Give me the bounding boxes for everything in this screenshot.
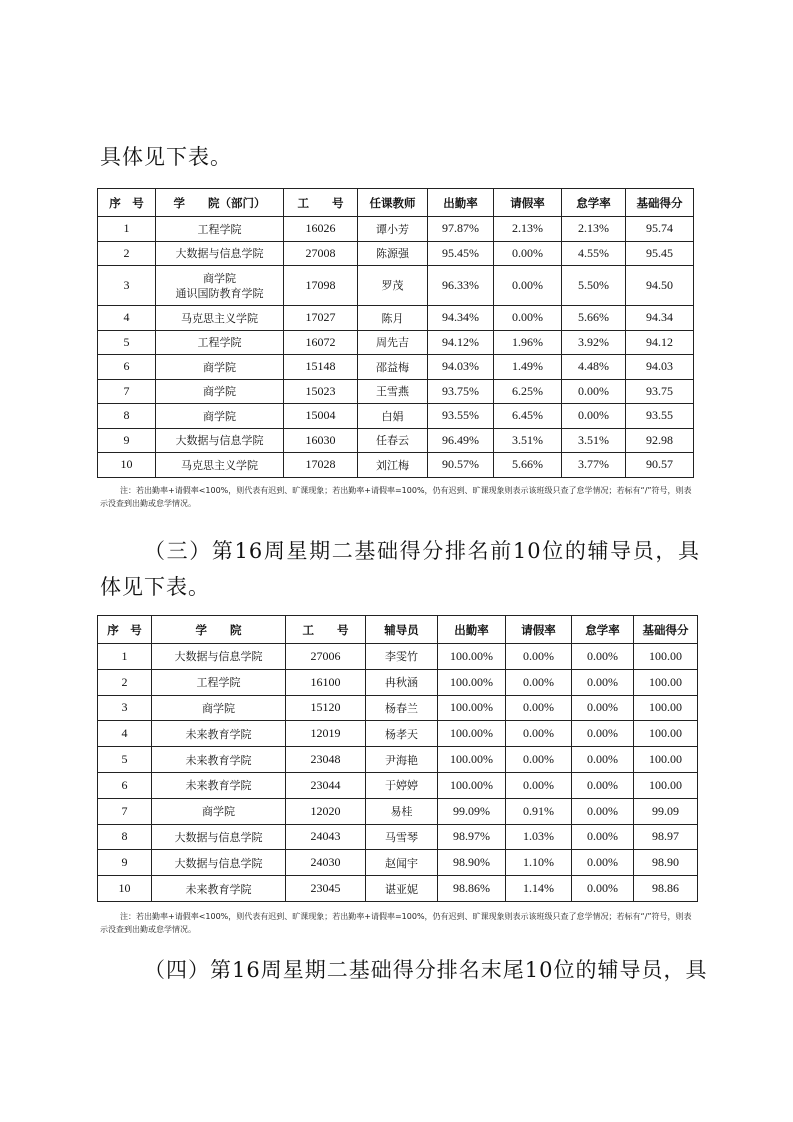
table-row xyxy=(98,217,694,242)
person-name-cell: 杨春兰 xyxy=(366,695,438,721)
college-cell xyxy=(156,217,284,242)
attendance-cell: 98.86% xyxy=(438,876,506,902)
college-cell xyxy=(156,241,284,266)
college-name-line: 商学院 xyxy=(203,385,236,399)
staff-id-cell: 15004 xyxy=(284,404,358,429)
idle-rate-cell: 0.00% xyxy=(572,772,634,798)
attendance-cell: 94.12% xyxy=(428,330,494,355)
row-number: 9 xyxy=(98,428,156,453)
score-cell: 98.97 xyxy=(634,824,698,850)
college-cell xyxy=(156,453,284,478)
table-row xyxy=(98,266,694,306)
leave-rate-cell: 0.00% xyxy=(506,721,572,747)
row-number: 5 xyxy=(98,747,152,773)
college-cell: 工程学院 xyxy=(152,669,286,695)
section3-heading: （三）第16周星期二基础得分排名前10位的辅导员，具体见下表。 xyxy=(100,539,700,599)
staff-id-cell: 15120 xyxy=(286,695,366,721)
score-cell: 94.50 xyxy=(626,266,694,306)
score-cell: 90.57 xyxy=(626,453,694,478)
attendance-cell: 100.00% xyxy=(438,721,506,747)
leave-rate-cell: 0.00% xyxy=(506,669,572,695)
idle-rate-cell: 4.48% xyxy=(562,355,626,380)
column-header-idle: 怠学率 xyxy=(572,616,634,644)
column-header-no: 序 号 xyxy=(98,189,156,217)
column-header-teacher: 任课教师 xyxy=(358,189,428,217)
person-name-cell: 李雯竹 xyxy=(366,644,438,670)
score-cell: 100.00 xyxy=(634,695,698,721)
idle-rate-cell: 0.00% xyxy=(562,379,626,404)
score-cell: 100.00 xyxy=(634,747,698,773)
attendance-cell: 95.45% xyxy=(428,241,494,266)
row-number: 10 xyxy=(98,453,156,478)
counselor-table-body xyxy=(98,644,698,902)
column-header-leave: 请假率 xyxy=(494,189,562,217)
person-name-cell: 谭小芳 xyxy=(358,217,428,242)
college-name-line: 通识国防教育学院 xyxy=(175,286,264,300)
attendance-cell: 100.00% xyxy=(438,695,506,721)
score-cell: 94.03 xyxy=(626,355,694,380)
attendance-cell: 93.75% xyxy=(428,379,494,404)
table-row xyxy=(98,747,698,773)
person-name-cell: 周先吉 xyxy=(358,330,428,355)
college-name-line: 大数据与信息学院 xyxy=(175,247,264,261)
score-cell: 100.00 xyxy=(634,721,698,747)
column-header-attendance: 出勤率 xyxy=(428,189,494,217)
college-name-line: 商学院 xyxy=(203,271,236,285)
table-header-row xyxy=(98,189,694,217)
table1-note: 注：若出勤率+请假率<100%，则代表有迟到、旷课现象；若出勤率+请假率=100%，仍有迟到、旷课现象则表示该班级只查了怠学情况；若标有“/”符号，则表示没查到出勤或怠学情况。 xyxy=(100,486,692,508)
college-cell: 未来教育学院 xyxy=(152,721,286,747)
table-row xyxy=(98,355,694,380)
staff-id-cell: 12020 xyxy=(286,798,366,824)
leave-rate-cell: 0.00% xyxy=(506,772,572,798)
staff-id-cell: 16100 xyxy=(286,669,366,695)
staff-id-cell: 24030 xyxy=(286,850,366,876)
leave-rate-cell: 0.00% xyxy=(506,644,572,670)
table-row xyxy=(98,428,694,453)
row-number: 9 xyxy=(98,850,152,876)
person-name-cell: 易桂 xyxy=(366,798,438,824)
person-name-cell: 赵闻宇 xyxy=(366,850,438,876)
person-name-cell: 任春云 xyxy=(358,428,428,453)
attendance-cell: 98.97% xyxy=(438,824,506,850)
column-header-counselor: 辅导员 xyxy=(366,616,438,644)
staff-id-cell: 17098 xyxy=(284,266,358,306)
score-cell: 98.90 xyxy=(634,850,698,876)
row-number: 10 xyxy=(98,876,152,902)
score-cell: 93.75 xyxy=(626,379,694,404)
leave-rate-cell: 2.13% xyxy=(494,217,562,242)
table-row xyxy=(98,772,698,798)
idle-rate-cell: 0.00% xyxy=(572,850,634,876)
score-cell: 100.00 xyxy=(634,644,698,670)
college-name-line: 马克思主义学院 xyxy=(181,458,258,472)
attendance-cell: 93.55% xyxy=(428,404,494,429)
score-cell: 95.74 xyxy=(626,217,694,242)
staff-id-cell: 17027 xyxy=(284,306,358,331)
column-header-no: 序 号 xyxy=(98,616,152,644)
leave-rate-cell: 0.00% xyxy=(494,306,562,331)
person-name-cell: 冉秋涵 xyxy=(366,669,438,695)
person-name-cell: 马雪琴 xyxy=(366,824,438,850)
attendance-cell: 96.33% xyxy=(428,266,494,306)
idle-rate-cell: 4.55% xyxy=(562,241,626,266)
idle-rate-cell: 5.66% xyxy=(562,306,626,331)
staff-id-cell: 23044 xyxy=(286,772,366,798)
teacher-table-body xyxy=(98,217,694,478)
row-number: 2 xyxy=(98,241,156,266)
row-number: 4 xyxy=(98,721,152,747)
leave-rate-cell: 0.00% xyxy=(506,747,572,773)
idle-rate-cell: 0.00% xyxy=(572,721,634,747)
idle-rate-cell: 5.50% xyxy=(562,266,626,306)
leave-rate-cell: 0.00% xyxy=(494,241,562,266)
row-number: 8 xyxy=(98,824,152,850)
score-cell: 95.45 xyxy=(626,241,694,266)
row-number: 1 xyxy=(98,217,156,242)
score-cell: 94.12 xyxy=(626,330,694,355)
attendance-cell: 100.00% xyxy=(438,644,506,670)
person-name-cell: 罗茂 xyxy=(358,266,428,306)
staff-id-cell: 24043 xyxy=(286,824,366,850)
row-number: 3 xyxy=(98,266,156,306)
column-header-idle: 怠学率 xyxy=(562,189,626,217)
row-number: 8 xyxy=(98,404,156,429)
row-number: 6 xyxy=(98,772,152,798)
college-cell: 未来教育学院 xyxy=(152,876,286,902)
attendance-cell: 94.34% xyxy=(428,306,494,331)
row-number: 6 xyxy=(98,355,156,380)
attendance-cell: 90.57% xyxy=(428,453,494,478)
staff-id-cell: 12019 xyxy=(286,721,366,747)
idle-rate-cell: 0.00% xyxy=(562,404,626,429)
college-cell xyxy=(156,266,284,306)
table2-note: 注：若出勤率+请假率<100%，则代表有迟到、旷课现象；若出勤率+请假率=100%，仍有迟到、旷课现象则表示该班级只查了怠学情况；若标有“/”符号，则表示没查到出勤或怠学情况。 xyxy=(100,912,692,934)
college-cell: 大数据与信息学院 xyxy=(152,644,286,670)
idle-rate-cell: 0.00% xyxy=(572,876,634,902)
staff-id-cell: 15023 xyxy=(284,379,358,404)
score-cell: 94.34 xyxy=(626,306,694,331)
person-name-cell: 尹海艳 xyxy=(366,747,438,773)
idle-rate-cell: 0.00% xyxy=(572,747,634,773)
attendance-cell: 97.87% xyxy=(428,217,494,242)
attendance-cell: 100.00% xyxy=(438,747,506,773)
leave-rate-cell: 1.14% xyxy=(506,876,572,902)
college-cell: 商学院 xyxy=(152,695,286,721)
leave-rate-cell: 0.00% xyxy=(506,695,572,721)
score-cell: 100.00 xyxy=(634,669,698,695)
leave-rate-cell: 0.91% xyxy=(506,798,572,824)
leave-rate-cell: 1.49% xyxy=(494,355,562,380)
column-header-college: 学 院（部门） xyxy=(156,189,284,217)
attendance-cell: 98.90% xyxy=(438,850,506,876)
column-header-score: 基础得分 xyxy=(626,189,694,217)
teacher-ranking-table xyxy=(97,188,694,478)
idle-rate-cell: 3.51% xyxy=(562,428,626,453)
score-cell: 99.09 xyxy=(634,798,698,824)
idle-rate-cell: 3.92% xyxy=(562,330,626,355)
attendance-cell: 99.09% xyxy=(438,798,506,824)
staff-id-cell: 16026 xyxy=(284,217,358,242)
idle-rate-cell: 0.00% xyxy=(572,644,634,670)
score-cell: 93.55 xyxy=(626,404,694,429)
staff-id-cell: 23045 xyxy=(286,876,366,902)
table-row xyxy=(98,850,698,876)
staff-id-cell: 27008 xyxy=(284,241,358,266)
leave-rate-cell: 5.66% xyxy=(494,453,562,478)
person-name-cell: 刘江梅 xyxy=(358,453,428,478)
college-cell: 未来教育学院 xyxy=(152,772,286,798)
college-cell xyxy=(156,355,284,380)
leave-rate-cell: 6.45% xyxy=(494,404,562,429)
college-name-line: 工程学院 xyxy=(197,336,242,350)
idle-rate-cell: 0.00% xyxy=(572,824,634,850)
person-name-cell: 陈月 xyxy=(358,306,428,331)
intro-paragraph: 具体见下表。 xyxy=(100,145,232,169)
column-header-leave: 请假率 xyxy=(506,616,572,644)
college-name-line: 商学院 xyxy=(203,409,236,423)
leave-rate-cell: 6.25% xyxy=(494,379,562,404)
table-row xyxy=(98,644,698,670)
person-name-cell: 邵益梅 xyxy=(358,355,428,380)
row-number: 3 xyxy=(98,695,152,721)
person-name-cell: 白娟 xyxy=(358,404,428,429)
idle-rate-cell: 0.00% xyxy=(572,798,634,824)
table-header-row xyxy=(98,616,698,644)
table-row xyxy=(98,379,694,404)
college-cell xyxy=(156,330,284,355)
person-name-cell: 陈源强 xyxy=(358,241,428,266)
table-row xyxy=(98,695,698,721)
college-name-line: 马克思主义学院 xyxy=(181,311,258,325)
row-number: 4 xyxy=(98,306,156,331)
college-name-line: 商学院 xyxy=(203,360,236,374)
column-header-attendance: 出勤率 xyxy=(438,616,506,644)
table-row xyxy=(98,453,694,478)
staff-id-cell: 17028 xyxy=(284,453,358,478)
idle-rate-cell: 0.00% xyxy=(572,695,634,721)
table-row xyxy=(98,404,694,429)
table-row xyxy=(98,306,694,331)
staff-id-cell: 23048 xyxy=(286,747,366,773)
college-cell xyxy=(156,404,284,429)
person-name-cell: 王雪燕 xyxy=(358,379,428,404)
college-cell: 未来教育学院 xyxy=(152,747,286,773)
table-row xyxy=(98,824,698,850)
person-name-cell: 于婷婷 xyxy=(366,772,438,798)
college-name-line: 工程学院 xyxy=(197,222,242,236)
college-name-line: 大数据与信息学院 xyxy=(175,434,264,448)
person-name-cell: 谌亚妮 xyxy=(366,876,438,902)
attendance-cell: 100.00% xyxy=(438,772,506,798)
table-row xyxy=(98,798,698,824)
person-name-cell: 杨孝天 xyxy=(366,721,438,747)
row-number: 1 xyxy=(98,644,152,670)
table-row xyxy=(98,241,694,266)
idle-rate-cell: 2.13% xyxy=(562,217,626,242)
section4-heading: （四）第16周星期二基础得分排名末尾10位的辅导员，具 xyxy=(144,958,708,982)
leave-rate-cell: 1.03% xyxy=(506,824,572,850)
table-row xyxy=(98,669,698,695)
table-row xyxy=(98,876,698,902)
column-header-id: 工 号 xyxy=(284,189,358,217)
staff-id-cell: 16072 xyxy=(284,330,358,355)
row-number: 5 xyxy=(98,330,156,355)
score-cell: 92.98 xyxy=(626,428,694,453)
score-cell: 100.00 xyxy=(634,772,698,798)
column-header-id: 工 号 xyxy=(286,616,366,644)
counselor-ranking-table xyxy=(97,615,698,902)
staff-id-cell: 27006 xyxy=(286,644,366,670)
college-cell xyxy=(156,428,284,453)
table-row xyxy=(98,721,698,747)
attendance-cell: 100.00% xyxy=(438,669,506,695)
column-header-score: 基础得分 xyxy=(634,616,698,644)
table-row xyxy=(98,330,694,355)
college-cell: 商学院 xyxy=(152,798,286,824)
row-number: 7 xyxy=(98,798,152,824)
row-number: 2 xyxy=(98,669,152,695)
attendance-cell: 96.49% xyxy=(428,428,494,453)
college-cell xyxy=(156,379,284,404)
college-cell: 大数据与信息学院 xyxy=(152,850,286,876)
row-number: 7 xyxy=(98,379,156,404)
column-header-college: 学 院 xyxy=(152,616,286,644)
leave-rate-cell: 0.00% xyxy=(494,266,562,306)
idle-rate-cell: 0.00% xyxy=(572,669,634,695)
leave-rate-cell: 1.10% xyxy=(506,850,572,876)
staff-id-cell: 15148 xyxy=(284,355,358,380)
leave-rate-cell: 1.96% xyxy=(494,330,562,355)
score-cell: 98.86 xyxy=(634,876,698,902)
idle-rate-cell: 3.77% xyxy=(562,453,626,478)
staff-id-cell: 16030 xyxy=(284,428,358,453)
attendance-cell: 94.03% xyxy=(428,355,494,380)
college-cell: 大数据与信息学院 xyxy=(152,824,286,850)
leave-rate-cell: 3.51% xyxy=(494,428,562,453)
college-cell xyxy=(156,306,284,331)
